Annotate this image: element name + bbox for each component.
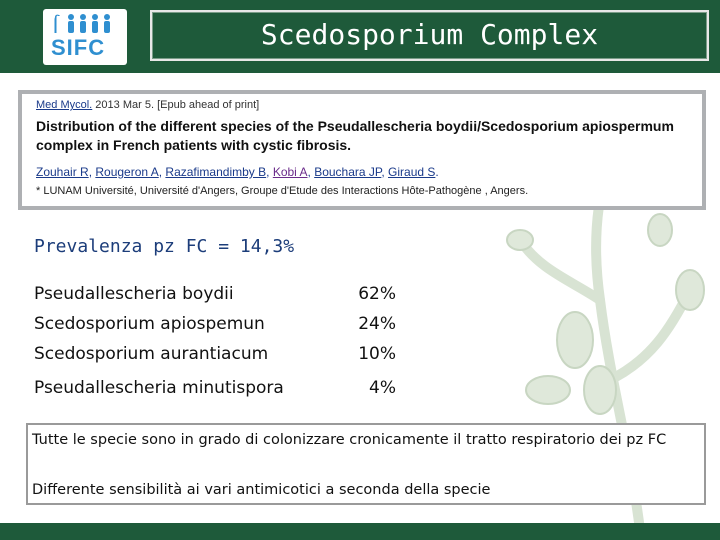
people-logo-icon	[51, 13, 121, 35]
species-percentage: 62%	[358, 284, 396, 304]
journal-date: 2013 Mar 5. [Epub ahead of print]	[92, 99, 260, 111]
citation-authors: Zouhair R, Rougeron A, Razafimandimby B, Kobi A, Bouchara JP, Giraud S.	[36, 165, 439, 179]
author-link[interactable]: Rougeron A	[95, 165, 159, 179]
citation-affiliation: * LUNAM Université, Université d'Angers, Groupe d'Etude des Interactions Hôte-Pathogène , Angers.	[36, 185, 529, 197]
author-link[interactable]: Bouchara JP	[314, 165, 382, 179]
header-bar	[0, 0, 720, 73]
species-name: Pseudallescheria boydii	[34, 284, 234, 304]
species-name: Scedosporium aurantiacum	[34, 344, 269, 364]
note-sensitivity: Differente sensibilità ai vari antimicotici a seconda della specie	[32, 482, 491, 498]
species-name: Scedosporium apiospemun	[34, 314, 265, 334]
citation-journal-line	[36, 99, 259, 111]
species-percentage: 4%	[369, 378, 396, 398]
sifc-logo	[43, 9, 127, 65]
author-link[interactable]: Zouhair R	[36, 165, 89, 179]
author-link[interactable]: Razafimandimby B	[165, 165, 267, 179]
slide-title: Scedosporium Complex	[260, 18, 599, 51]
journal-link[interactable]: Med Mycol.	[36, 99, 93, 111]
notes-box	[26, 423, 706, 505]
logo-wordmark: SIFC	[51, 35, 106, 60]
citation-box	[18, 90, 706, 210]
note-colonization: Tutte le specie sono in grado di colonizzare cronicamente il tratto respiratorio dei pz FC	[32, 432, 667, 448]
author-link[interactable]: Giraud S	[388, 165, 436, 179]
footer-bar	[0, 523, 720, 540]
author-link[interactable]: Kobi A	[272, 165, 308, 179]
species-percentage: 10%	[358, 344, 396, 364]
citation-title: Distribution of the different species of the Pseudallescheria boydii/Scedosporium apiospermum complex in French patients with cystic fibrosis.	[36, 118, 674, 153]
prevalence-heading: Prevalenza pz FC = 14,3%	[34, 236, 295, 257]
species-percentage: 24%	[358, 314, 396, 334]
species-name: Pseudallescheria minutispora	[34, 378, 284, 398]
title-frame	[150, 10, 709, 61]
